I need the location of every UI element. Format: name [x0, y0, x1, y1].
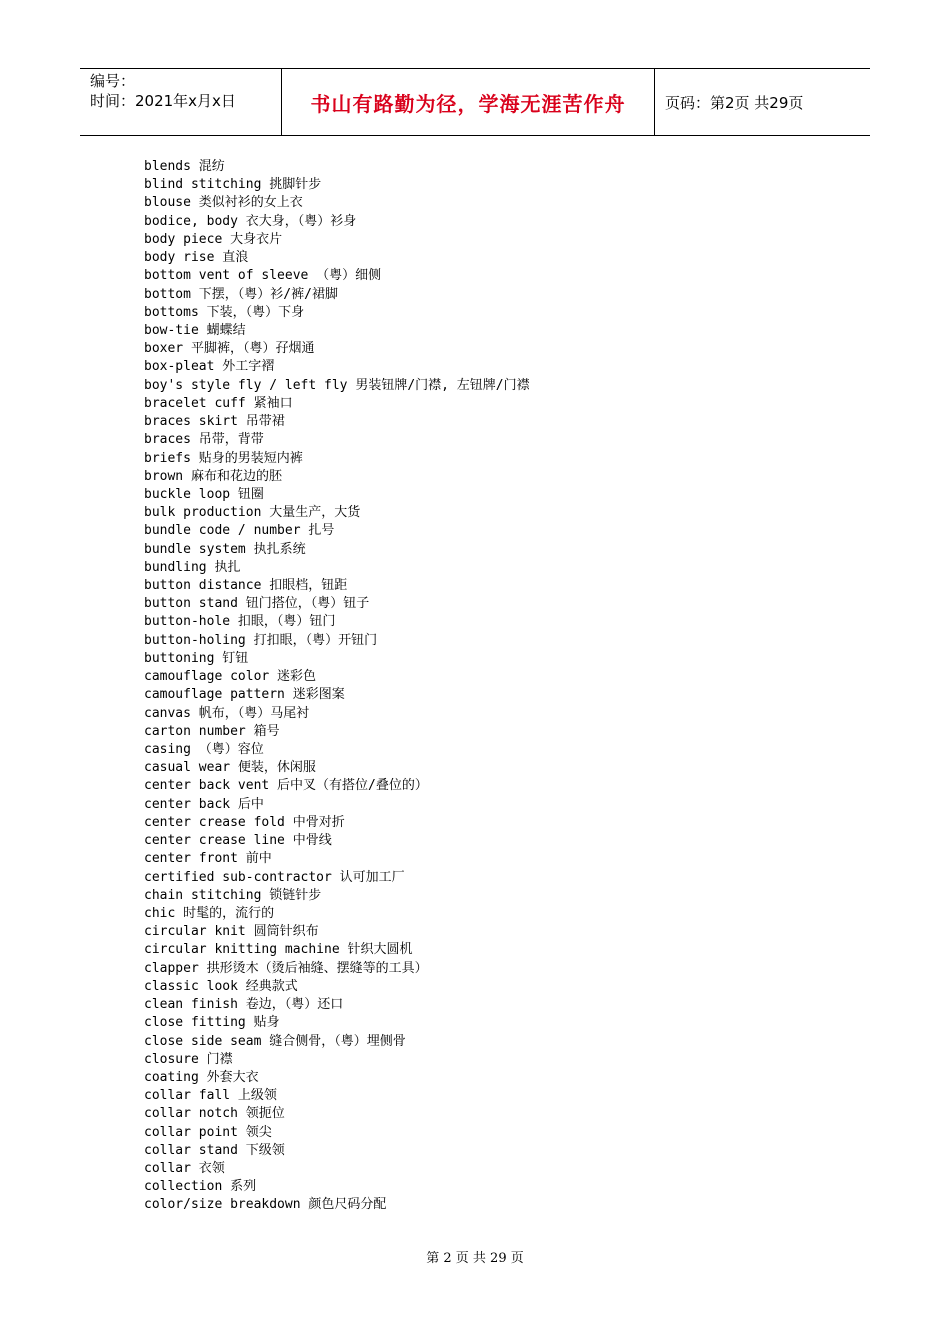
glossary-entry: circular knitting machine 针织大圆机: [144, 942, 413, 958]
glossary-entry: center crease fold 中骨对折: [144, 814, 345, 830]
glossary-entry: collar 衣领: [144, 1161, 225, 1177]
glossary-entry: bundle code / number 扎号: [144, 523, 335, 539]
glossary-entry: blind stitching 挑脚针步: [144, 177, 322, 193]
glossary-entry: body piece 大身衣片: [144, 231, 283, 247]
glossary-entry: canvas 帆布，（粤）马尾衬: [144, 705, 310, 721]
glossary-entry: body rise 直浪: [144, 250, 249, 266]
glossary-entry: button stand 钮门搭位，（粤）钮子: [144, 596, 370, 612]
glossary-entry: collar point 领尖: [144, 1124, 272, 1140]
glossary-entry: chain stitching 锁链针步: [144, 887, 322, 903]
glossary-entry: box-pleat 外工字褶: [144, 359, 275, 375]
glossary-entry: bow-tie 蝴蝶结: [144, 322, 246, 338]
glossary-entry: braces 吊带，背带: [144, 432, 264, 448]
page-footer: 第 2 页 共 29 页: [426, 1251, 524, 1266]
glossary-entry: buckle loop 钮圈: [144, 486, 264, 502]
glossary-entry: circular knit 圆筒针织布: [144, 924, 319, 940]
glossary-entry: casual wear 便装，休闲服: [144, 760, 316, 776]
glossary-entry: button distance 扣眼档，钮距: [144, 578, 348, 594]
glossary-entry: carton number 箱号: [144, 723, 280, 739]
glossary-entry: collar fall 上级领: [144, 1088, 277, 1104]
glossary-entry: center crease line 中骨线: [144, 833, 332, 849]
glossary-entry: button-hole 扣眼，（粤）钮门: [144, 614, 336, 630]
glossary-entry: closure 门襟: [144, 1051, 233, 1067]
glossary-entry: braces skirt 吊带裙: [144, 414, 285, 430]
header-meta-cell: [80, 69, 282, 135]
glossary-entry: camouflage color 迷彩色: [144, 669, 317, 685]
glossary-list: [144, 158, 844, 1215]
glossary-entry: casing （粤）容位: [144, 742, 264, 757]
glossary-entry: briefs 贴身的男装短内裤: [144, 450, 303, 466]
glossary-entry: bracelet cuff 紧袖口: [144, 395, 293, 411]
time-label: 时间：2021年x月x日: [90, 92, 236, 110]
glossary-entry: bundle system 执扎系统: [144, 541, 306, 557]
glossary-entry: camouflage pattern 迷彩图案: [144, 687, 345, 703]
code-label: 编号：: [90, 72, 136, 90]
glossary-entry: button-holing 打扣眼，（粤）开钮门: [144, 632, 378, 648]
glossary-entry: collar stand 下级领: [144, 1142, 285, 1158]
glossary-entry: brown 麻布和花边的胚: [144, 468, 282, 484]
header-motto: 书山有路勤为径，学海无涯苦作舟: [282, 69, 655, 135]
glossary-entry: clapper 拱形烫木（烫后袖缝、摆缝等的工具）: [144, 960, 428, 976]
glossary-entry: collar notch 领扼位: [144, 1106, 285, 1122]
glossary-entry: bottoms 下装，（粤）下身: [144, 304, 305, 320]
glossary-entry: bottom 下摆，（粤）衫/裤/裙脚: [144, 286, 338, 302]
glossary-entry: bundling 执扎: [144, 559, 241, 575]
glossary-entry: collection 系列: [144, 1179, 257, 1195]
glossary-entry: chic 时髦的，流行的: [144, 905, 275, 921]
document-header: [80, 68, 870, 136]
glossary-entry: close fitting 贴身: [144, 1015, 280, 1031]
glossary-entry: blends 混纺: [144, 159, 225, 174]
glossary-entry: buttoning 钉钮: [144, 650, 249, 666]
glossary-entry: center front 前中: [144, 851, 272, 867]
glossary-entry: bottom vent of sleeve （粤）细侧: [144, 268, 382, 284]
glossary-entry: clean finish 卷边，（粤）还口: [144, 997, 344, 1013]
glossary-entry: classic look 经典款式: [144, 978, 298, 994]
glossary-entry: bulk production 大量生产，大货: [144, 505, 361, 521]
header-page-info: 页码：第2页 共29页: [665, 93, 804, 112]
glossary-entry: bodice, body 衣大身，（粤）衫身: [144, 213, 357, 229]
glossary-entry: boxer 平脚裤，（粤）孖烟通: [144, 341, 315, 357]
glossary-entry: center back vent 后中叉（有搭位/叠位的）: [144, 778, 428, 794]
glossary-entry: blouse 类似衬衫的女上衣: [144, 195, 303, 211]
glossary-entry: close side seam 缝合侧骨，（粤）埋侧骨: [144, 1033, 406, 1049]
glossary-entry: coating 外套大衣: [144, 1069, 259, 1085]
glossary-entry: color/size breakdown 颜色尺码分配: [144, 1197, 387, 1213]
glossary-entry: center back 后中: [144, 796, 264, 812]
glossary-entry: certified sub-contractor 认可加工厂: [144, 869, 405, 885]
glossary-entry: boy's style fly / left fly 男装钮牌/门襟, 左钮牌/门襟: [144, 377, 530, 393]
